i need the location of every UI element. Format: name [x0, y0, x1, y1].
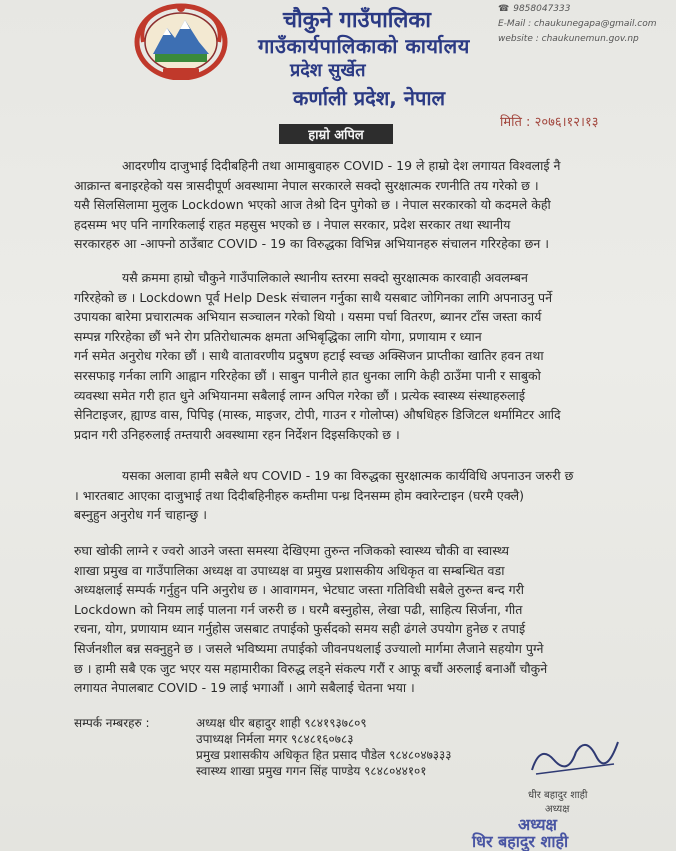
contact-label: सम्पर्क नम्बरहरु :: [74, 716, 150, 730]
text-line: यसै सिलसिलामा मुलुक Lockdown भएको आज तेश्रो दिन पुगेको छ । नेपाल सरकारको यो कदमले केही: [74, 197, 551, 213]
paragraph-3: [74, 466, 640, 525]
text-line: सिर्जनशील बन्न सक्नुहुने छ । जसले भविष्यमा तपाईको जीवनपथलाई उज्यालो मार्गमा लैजाने सहयोग पुग्ने: [74, 640, 544, 656]
phone-row: [498, 2, 657, 17]
paragraph-4: [74, 541, 640, 698]
paragraph-2: [74, 268, 640, 444]
text-line: आक्रान्त बनाइरहेको यस त्रासदीपूर्ण अवस्थामा नेपाल सरकारले सक्दो सुरक्षात्मक रणनीति तय गरेको छ ।: [74, 177, 539, 193]
contact-item: स्वास्थ्य शाखा प्रमुख गगन सिंह पाण्डेय ९८४८०४४१०१: [196, 764, 427, 778]
email-text: E-Mail : chaukunegapa@gmail.com: [498, 19, 657, 29]
province-line: प्रदेश सुर्खेत: [290, 60, 366, 81]
letter-date: मिति : २०७६।१२।१३: [500, 115, 599, 130]
text-line: गर्न समेत अनुरोध गरेका छौं । साथै वातावरणीय प्रदुषण हटाई स्वच्छ अक्सिजन प्राप्तीका खातिर हवन तथा: [74, 348, 544, 364]
contact-item: प्रमुख प्रशासकीय अधिकृत हित प्रसाद पौडेल ९८४८०४७३३३: [196, 748, 452, 762]
stamp-title: अध्यक्ष: [518, 815, 557, 834]
text-line: शाखा प्रमुख वा गाउँपालिका अध्यक्ष वा उपाध्यक्ष वा प्रमुख प्रशासकीय अधिकृत वा सम्बन्धित वडा: [74, 562, 505, 578]
phone-icon: ☎: [498, 4, 510, 14]
text-line: अध्यक्षलाई सम्पर्क गर्नुहुन पनि अनुरोध छ । आवागमन, भेटघाट जस्ता गतिविधी सबैले तुरुन्त बन्द गरी: [74, 582, 525, 598]
paragraph-1: [74, 156, 640, 254]
text-line: सम्पन्न गरिरहेका छौं भने रोग प्रतिरोधात्मक क्षमता अभिबृद्धिका लागि योगा, प्रणायाम र ध्यान: [74, 328, 482, 344]
text-line: लगायत नेपालबाट COVID - 19 लाई भगाऔं । आगे सबैलाई चेतना भया ।: [74, 680, 415, 696]
text-line: यसै क्रममा हाम्रो चौकुने गाउँपालिकाले स्थानीय स्तरमा सक्दो सुरक्षात्मक कारवाही अवलम्बन: [122, 270, 528, 285]
text-line: Lockdown को नियम लाई पालना गर्न जरुरी छ । घरमै बस्नुहोस, लेखा पढी, साहित्य सिर्जना, गीत: [74, 601, 523, 617]
text-line: रचना, योग, प्रणायाम ध्यान गर्नुहोस जसबाट तपाईको फुर्सदको समय सही ढंगले उपयोग हुनेछ र तपाई: [74, 621, 526, 637]
text-line: । भारतबाट आएका दाजुभाई तथा दिदीबहिनीहरु कम्तीमा पन्ध्र दिनसम्म होम क्वारेन्टाइन (घरमै एक्लै): [74, 487, 524, 503]
signer-name: धीर बहादुर शाही: [528, 790, 588, 801]
text-line: आदरणीय दाजुभाई दिदीबहिनी तथा आमाबुवाहरु COVID - 19 ले हाम्रो देश लगायत विश्वलाई नै: [122, 158, 561, 173]
org-name: चौकुने गाउँपालिका: [283, 8, 431, 33]
text-line: बस्नुहुन अनुरोध गर्न चाहान्छु ।: [74, 507, 207, 523]
contact-item: उपाध्यक्ष निर्मला मगर ९८४८१६०७८३: [196, 732, 354, 746]
text-line: व्यवस्था समेत गरी हात धुने अभियानमा सबैलाई लाग्न अपिल गरेका छौं । प्रत्येक स्वास्थ्य संस्थाहरुलाई: [74, 387, 525, 403]
website-text: website : chaukunemun.gov.np: [498, 34, 639, 44]
signer-title: अध्यक्ष: [545, 804, 570, 815]
text-line: प्रदान गरी उनिहरुलाई तम्तयारी अवस्थामा रहन निर्देशन दिइसकिएको छ ।: [74, 426, 400, 442]
contact-item: अध्यक्ष धीर बहादुर शाही ९८४१९३७८०९: [196, 716, 367, 730]
text-line: छ । हामी सबै एक जुट भएर यस महामारीका विरुद्ध लड्ने संकल्प गरौं र आफू बचौं अरुलाई बनाऔं चौकुने: [74, 660, 548, 676]
text-line: सरकारहरु आ -आफ्नो ठाउँबाट COVID - 19 का विरुद्धका विभिन्न अभियानहरु संचालन गरिरहेका छन ।: [74, 236, 550, 252]
appeal-heading: हाम्रो अपिल: [279, 124, 393, 144]
text-line: हदसम्म भए पनि नागरिकलाई राहत महसुस भएको छ । नेपाल सरकार, प्रदेश सरकार तथा स्थानीय: [74, 216, 511, 232]
text-line: गरिरहेको छ । Lockdown पूर्व Help Desk संचालन गर्नुका साथै यसबाट जोगिनका लागि अपनाउनु पर्ने: [74, 289, 553, 305]
contact-list: [196, 715, 452, 779]
text-line: यसका अलावा हामी सबैले थप COVID - 19 का विरुद्धका सुरक्षात्मक कार्यविधि अपनाउन जरुरी छ: [122, 468, 574, 483]
text-line: सेनिटाइजर, ह्याण्ड वास, पिपिइ (मास्क, माइजर, टोपी, गाउन र गोलोप्स) औषधिहरु डिजिटल थर्मामिटर आदि: [74, 407, 561, 423]
handwritten-signature: [526, 730, 626, 782]
contact-info: [498, 2, 657, 47]
stamp-name: धिर बहादुर शाही: [472, 832, 569, 851]
address-line: कर्णाली प्रदेश, नेपाल: [293, 86, 446, 110]
office-name: गाउँकार्यपालिकाको कार्यालय: [258, 34, 470, 58]
text-line: उपायका बारेमा प्रचारात्मक अभियान सञ्चालन गरेको थियो । यसमा पर्चा वितरण, ब्यानर टाँस जस्ता कार्य: [74, 309, 542, 325]
text-line: रुघा खोकी लाग्ने र ज्वरो आउने जस्ता समस्या देखिएमा तुरुन्त नजिकको स्वास्थ्य चौकी वा स्वास्थ्य: [74, 543, 509, 558]
phone-number: 9858047333: [513, 4, 571, 14]
text-line: सरसफाइ गर्नका लागि आह्वान गरिरहेका छौं । साबुन पानीले हात धुनका लागि केही ठाउँमा पानी र साबुको: [74, 367, 541, 383]
nepal-emblem-logo: [133, 2, 229, 80]
